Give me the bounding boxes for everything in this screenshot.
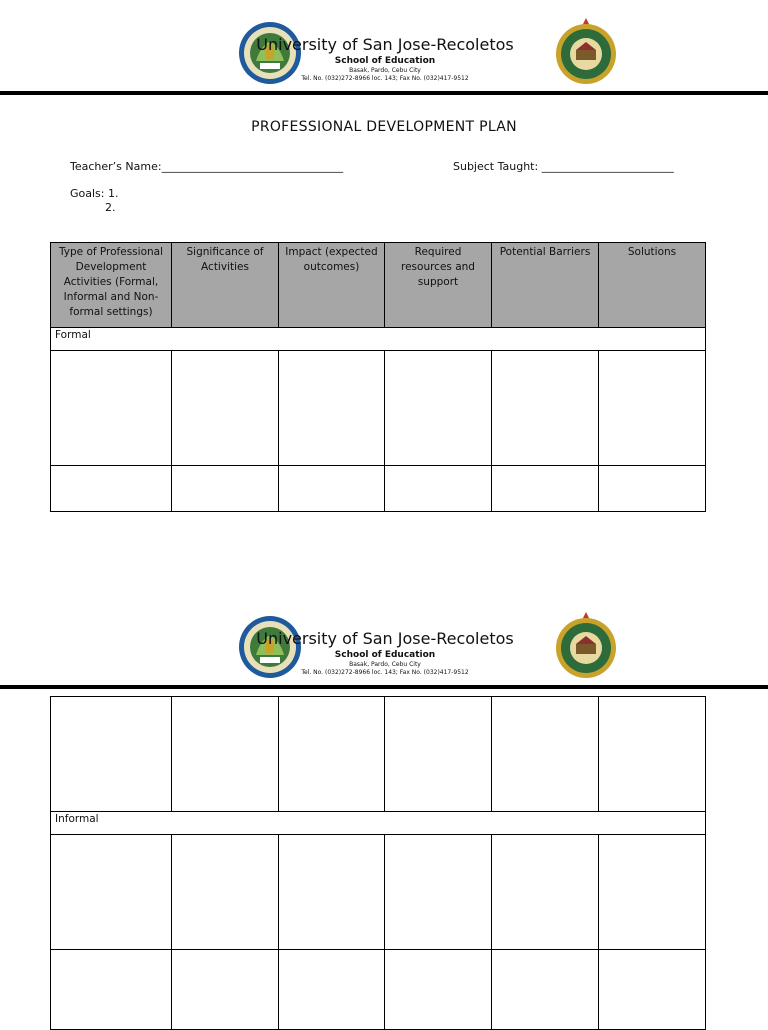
- contact-info: Tel. No. (032)272-8966 loc. 143; Fax No. (032)417-9512: [301, 669, 469, 676]
- table-cell[interactable]: [599, 950, 706, 1030]
- goals-label: Goals:: [70, 187, 105, 200]
- subject-taught-field: [453, 160, 674, 173]
- section-label-formal: Formal: [51, 328, 706, 351]
- table-cell[interactable]: [599, 697, 706, 812]
- plan-table-page-1: [50, 242, 706, 512]
- teacher-name-blank: _________________________________: [161, 160, 344, 173]
- university-name: University of San Jose-Recoletos: [256, 35, 514, 54]
- table-cell[interactable]: [279, 697, 385, 812]
- subject-taught-blank: ________________________: [541, 160, 674, 173]
- column-header: Significance of Activities: [172, 243, 279, 328]
- table-cell[interactable]: [279, 950, 385, 1030]
- table-cell[interactable]: [385, 950, 492, 1030]
- table-cell[interactable]: [279, 351, 385, 466]
- section-row-formal: [51, 328, 706, 351]
- column-header: Impact (expected outcomes): [279, 243, 385, 328]
- contact-info: Tel. No. (032)272-8966 loc. 143; Fax No. (032)417-9512: [301, 75, 469, 82]
- table-row: [51, 835, 706, 950]
- table-cell[interactable]: [51, 351, 172, 466]
- table-row: [51, 697, 706, 812]
- goal-1: 1.: [108, 187, 119, 200]
- column-header: Solutions: [599, 243, 706, 328]
- header-divider: [0, 91, 768, 95]
- header-divider: [0, 685, 768, 689]
- table-cell[interactable]: [279, 466, 385, 512]
- subject-taught-label: Subject Taught:: [453, 160, 539, 173]
- table-cell[interactable]: [492, 950, 599, 1030]
- table-cell[interactable]: [51, 950, 172, 1030]
- table-header-row: [51, 243, 706, 328]
- letterhead-page-1: [0, 0, 768, 90]
- column-header: Potential Barriers: [492, 243, 599, 328]
- table-cell[interactable]: [385, 697, 492, 812]
- table-cell[interactable]: [599, 466, 706, 512]
- school-name: School of Education: [334, 650, 436, 660]
- column-header: Type of Professional Development Activities (Formal, Informal and Non-formal settings): [51, 243, 172, 328]
- letterhead-page-2: [0, 594, 768, 684]
- table-cell[interactable]: [385, 466, 492, 512]
- table-cell[interactable]: [385, 835, 492, 950]
- table-cell[interactable]: [492, 697, 599, 812]
- table-row: [51, 351, 706, 466]
- table-cell[interactable]: [172, 950, 279, 1030]
- table-row: [51, 950, 706, 1030]
- column-header: Required resources and support: [385, 243, 492, 328]
- table-cell[interactable]: [492, 835, 599, 950]
- table-cell[interactable]: [51, 466, 172, 512]
- table-cell[interactable]: [172, 466, 279, 512]
- table-cell[interactable]: [599, 351, 706, 466]
- school-of-education-seal-icon: [552, 610, 620, 680]
- university-name: University of San Jose-Recoletos: [256, 629, 514, 648]
- table-cell[interactable]: [279, 835, 385, 950]
- table-cell[interactable]: [385, 351, 492, 466]
- section-row-informal: [51, 812, 706, 835]
- teacher-name-field: [70, 160, 343, 173]
- table-cell[interactable]: [51, 835, 172, 950]
- section-label-informal: Informal: [51, 812, 706, 835]
- document-title: PROFESSIONAL DEVELOPMENT PLAN: [251, 119, 517, 135]
- goal-2: 2.: [105, 201, 116, 214]
- plan-table-page-2: [50, 696, 706, 1030]
- address: Basak, Pardo, Cebu City: [349, 661, 421, 668]
- table-row: [51, 466, 706, 512]
- table-cell[interactable]: [172, 697, 279, 812]
- table-cell[interactable]: [51, 697, 172, 812]
- school-of-education-seal-icon: [552, 16, 620, 86]
- school-name: School of Education: [334, 56, 436, 66]
- teacher-name-label: Teacher’s Name:: [70, 160, 162, 173]
- table-cell[interactable]: [172, 835, 279, 950]
- table-cell[interactable]: [492, 351, 599, 466]
- address: Basak, Pardo, Cebu City: [349, 67, 421, 74]
- table-cell[interactable]: [492, 466, 599, 512]
- table-cell[interactable]: [172, 351, 279, 466]
- goals-list: [70, 187, 119, 215]
- table-cell[interactable]: [599, 835, 706, 950]
